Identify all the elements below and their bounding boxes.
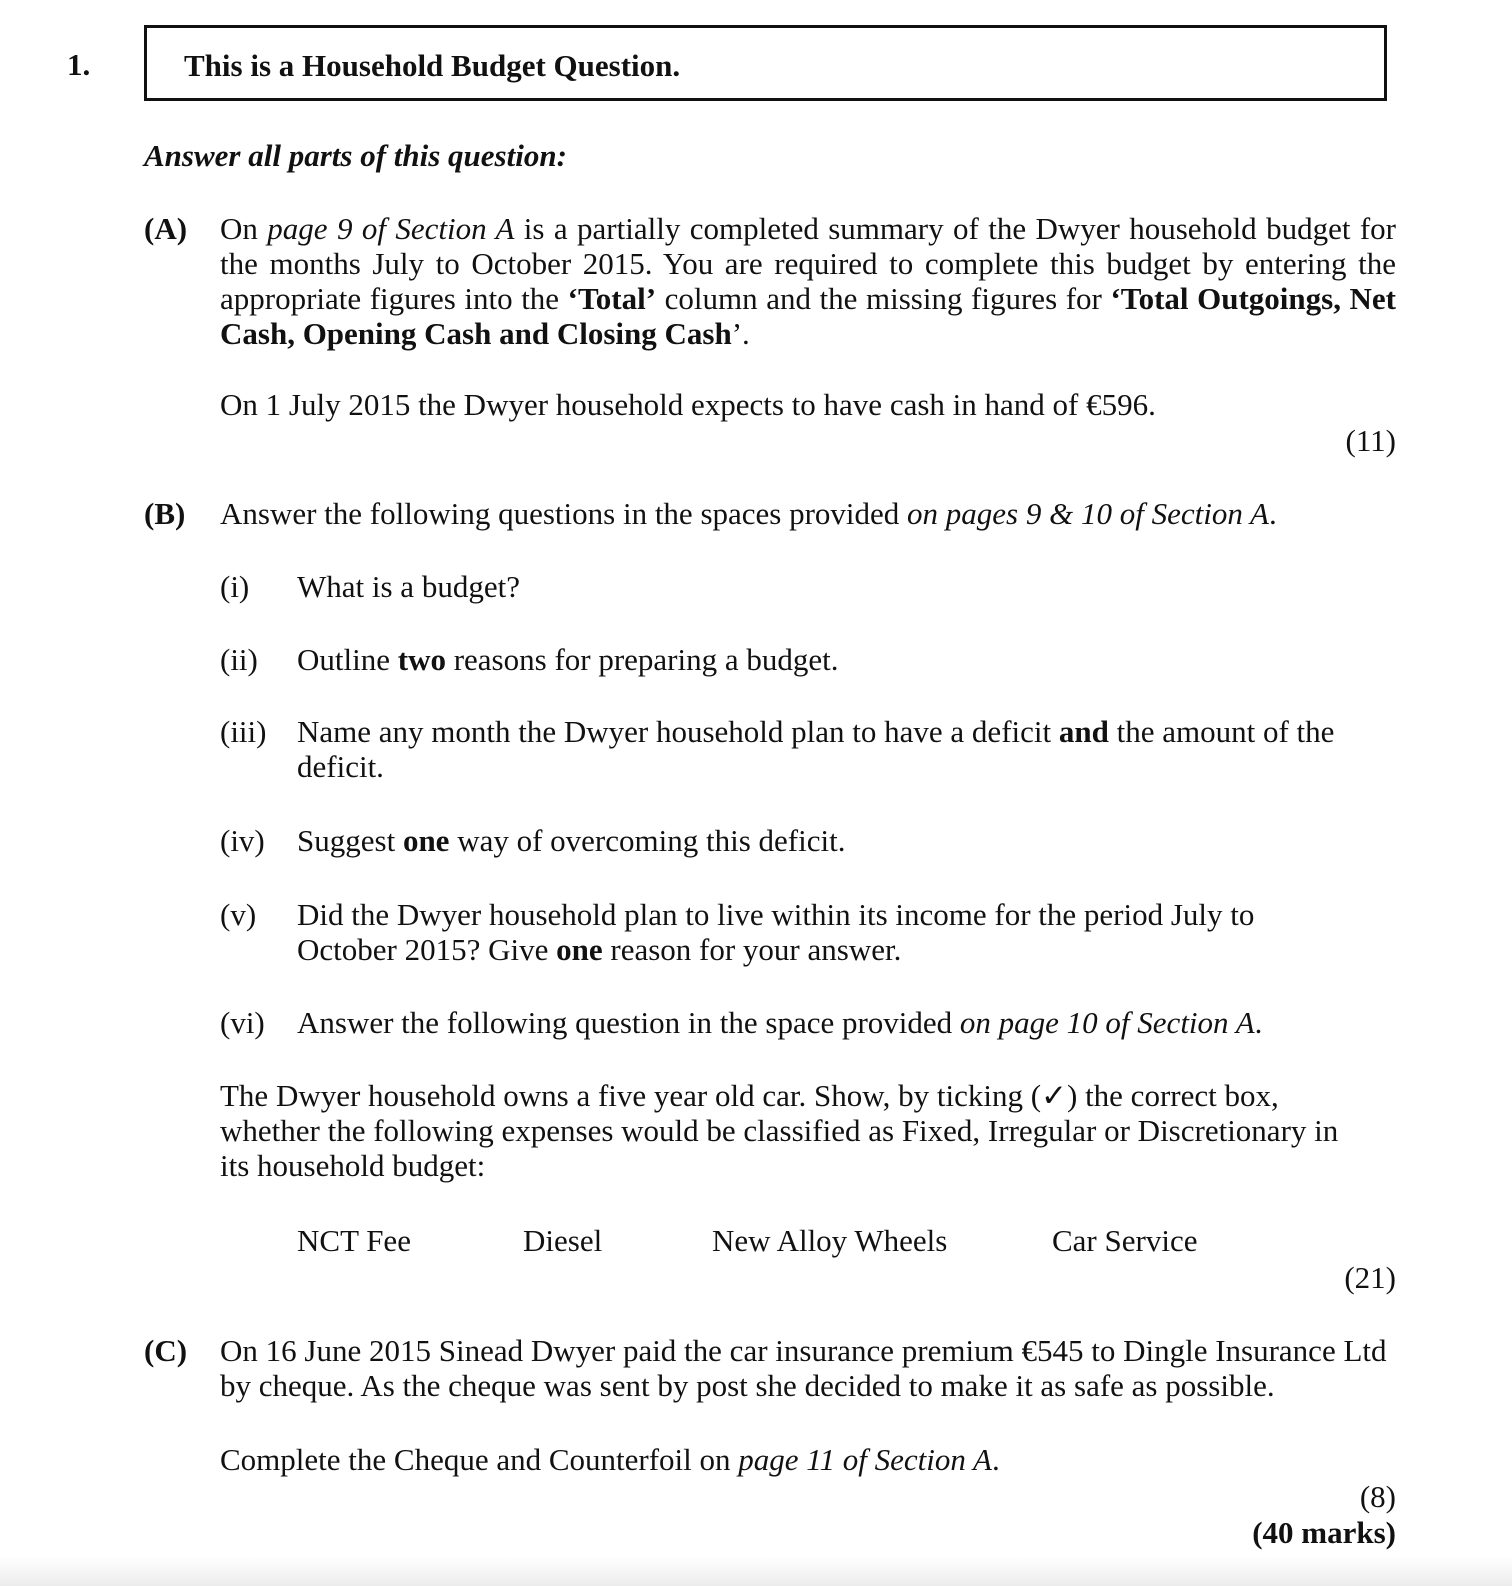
text-span: is a partially completed summary of the Dwyer household budget for the months July to October 2015. You are required to complete this budget by entering the appropriate figures into the xyxy=(220,211,1396,316)
question-title-box xyxy=(144,25,1387,101)
text-span: Answer the following question in the space provided xyxy=(297,1005,960,1040)
sub-question-vi-label: (vi) xyxy=(220,1005,265,1040)
sub-question-v-label: (v) xyxy=(220,897,257,932)
bold-term: ‘Total’ xyxy=(567,281,657,316)
text-span: Answer the following questions in the spaces provided xyxy=(220,496,908,531)
expense-item: Diesel xyxy=(523,1223,603,1258)
text-span: reasons for preparing a budget. xyxy=(445,642,839,677)
text-span: Suggest xyxy=(297,823,403,858)
bold-term: ‘Total Outgoings, Net Cash, Opening Cash and Closing Cash xyxy=(220,281,1396,351)
instruction: Answer all parts of this question: xyxy=(144,138,567,173)
sub-question-iv-text xyxy=(297,823,1377,858)
sub-question-iii-label: (iii) xyxy=(220,714,267,749)
part-c-label: (C) xyxy=(144,1333,188,1368)
text-span: column and the missing figures for xyxy=(656,281,1111,316)
text-span: Complete the Cheque and Counterfoil on xyxy=(220,1442,739,1477)
question-title: This is a Household Budget Question. xyxy=(184,48,681,83)
sub-question-i-label: (i) xyxy=(220,569,250,604)
expense-item: NCT Fee xyxy=(297,1223,411,1258)
text-span: way of overcoming this deficit. xyxy=(449,823,846,858)
sub-question-v-text xyxy=(297,897,1297,967)
sub-question-iv-label: (iv) xyxy=(220,823,265,858)
expense-item: Car Service xyxy=(1052,1223,1198,1258)
sub-question-vi-text xyxy=(297,1005,1377,1040)
italic-reference: page 11 of Section A xyxy=(738,1442,992,1477)
part-b-marks: (21) xyxy=(1344,1260,1396,1295)
italic-reference: page 9 of Section A xyxy=(267,211,515,246)
italic-reference: on page 10 of Section A xyxy=(959,1005,1255,1040)
part-b-intro xyxy=(220,496,1396,531)
text-span: reason for your answer. xyxy=(602,932,902,967)
total-marks: (40 marks) xyxy=(1252,1515,1396,1550)
part-a-marks: (11) xyxy=(1345,423,1396,458)
expense-item: New Alloy Wheels xyxy=(712,1223,948,1258)
bold-term: one xyxy=(556,932,603,967)
sub-question-ii-text xyxy=(297,642,1377,677)
part-a-paragraph-1 xyxy=(220,211,1396,351)
part-a-label: (A) xyxy=(144,211,188,246)
text-span: ’. xyxy=(731,316,750,351)
text-span: . xyxy=(1268,496,1277,531)
car-expenses-paragraph: The Dwyer household owns a five year old car. Show, by ticking (✓) the correct box, whether the following expenses would be classified as Fixed, Irregular or Discretionary in its household budget: xyxy=(220,1078,1339,1183)
text-span: the amount of the deficit. xyxy=(297,714,1335,784)
bold-term: and xyxy=(1058,714,1109,749)
part-b-label: (B) xyxy=(144,496,186,531)
sub-question-i-text: What is a budget? xyxy=(297,569,520,604)
text-span: Name any month the Dwyer household plan to have a deficit xyxy=(297,714,1059,749)
text-span: . xyxy=(1254,1005,1263,1040)
question-number: 1. xyxy=(67,47,91,82)
page-bottom-shadow xyxy=(0,1556,1512,1586)
text-span: Outline xyxy=(297,642,398,677)
text-span: . xyxy=(991,1442,1000,1477)
text-span: Did the Dwyer household plan to live within its income for the period July to October 2015? Give xyxy=(297,897,1255,967)
part-c-marks: (8) xyxy=(1359,1479,1396,1514)
sub-question-iii-text xyxy=(297,714,1377,784)
part-c-paragraph-1: On 16 June 2015 Sinead Dwyer paid the car insurance premium €545 to Dingle Insurance Ltd by cheque. As the cheque was sent by post she decided to make it as safe as possible. xyxy=(220,1333,1387,1403)
italic-reference: on pages 9 & 10 of Section A xyxy=(907,496,1269,531)
part-c-paragraph-2 xyxy=(220,1442,1396,1477)
sub-question-ii-label: (ii) xyxy=(220,642,258,677)
text-span: On xyxy=(220,211,268,246)
part-a-paragraph-2: On 1 July 2015 the Dwyer household expects to have cash in hand of €596. xyxy=(220,387,1156,422)
bold-term: one xyxy=(402,823,450,858)
bold-term: two xyxy=(397,642,446,677)
